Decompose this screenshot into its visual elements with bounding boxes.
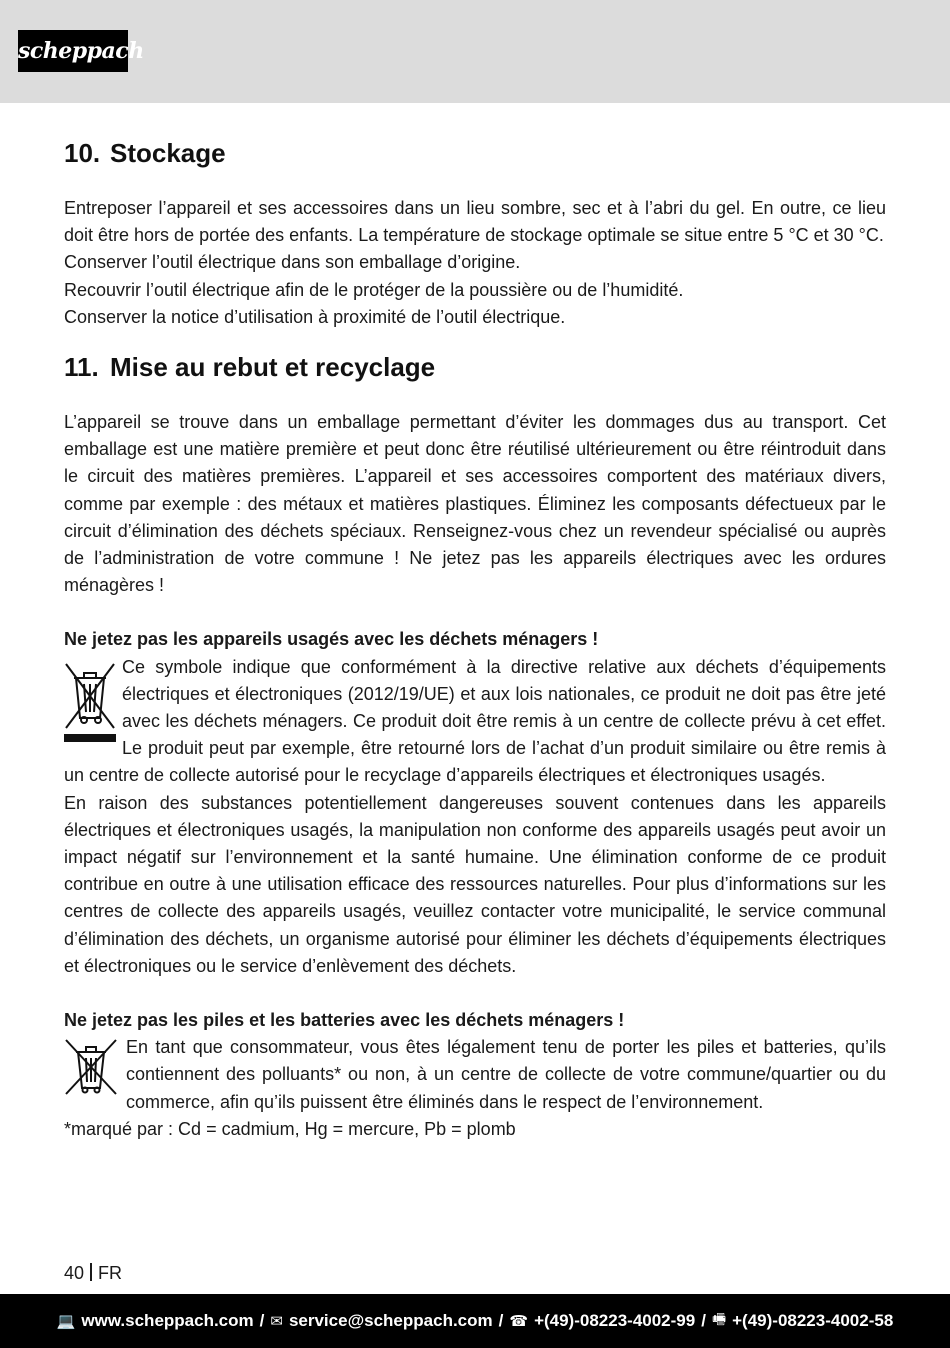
storage-line: Recouvrir l’outil électrique afin de le protéger de la poussière ou de l’humidité. (64, 279, 684, 300)
section-title: Stockage (110, 138, 226, 168)
storage-line: Conserver la notice d’utilisation à proximité de l’outil électrique. (64, 306, 566, 327)
contact-footer (0, 1294, 950, 1348)
section-number: 10. (64, 138, 101, 168)
crossed-out-bin-icon (62, 658, 118, 744)
disposal-intro: L’appareil se trouve dans un emballage permettant d’éviter les dommages dus au transport. Cet emballage est une matière première et peut donc être réutilisé ultérieurement ou être réintroduit dans le circuit des matières premières. L’appareil et ses accessoires comportent des matériaux divers, comme par exemple : des métaux et matières plastiques. Éliminez les composants défectueux par le circuit d’élimination des déchets spéciaux. Renseignez-vous chez un revendeur spécialisé ou auprès de l’administration de votre commune ! Ne jetez pas les appareils électriques avec les ordures ménagères ! (64, 412, 886, 596)
section-title: Mise au rebut et recyclage (110, 352, 436, 383)
weee-text: Ce symbole indique que conformément à la directive relative aux déchets d’équipements électriques et électroniques (2012/19/UE) et aux lois nationales, ce produit ne doit pas être jeté avec les déchets ménagers. Ce produit doit être remis à un centre de collecte prévu à cet effet. Le produit peut par exemple, être retourné lors de l’achat d’un produit similaire ou être remis à un centre de collecte autorisé pour le recyclage d’appareils électriques et électroniques usagés. (64, 656, 886, 786)
weee-heading: Ne jetez pas les appareils usagés avec les déchets ménagers ! (64, 629, 599, 650)
battery-note: *marqué par : Cd = cadmium, Hg = mercure, Pb = plomb (64, 1118, 516, 1139)
brand-logo: scheppach (18, 30, 128, 72)
footer-fax: +(49)-08223-4002-58 (732, 1311, 894, 1330)
crossed-out-battery-bin-icon (62, 1036, 120, 1096)
page-content (64, 135, 886, 1143)
footer-phone: +(49)-08223-4002-99 (534, 1311, 696, 1330)
page-language: FR (98, 1263, 123, 1283)
computer-icon: 💻 (56, 1313, 76, 1330)
storage-paragraph: Entreposer l’appareil et ses accessoires dans un lieu sombre, sec et à l’abri du gel. En outre, ce lieu doit être hors de portée des enfants. La température de stockage optimale se situe entre 5 °C et 30 °C. (64, 198, 886, 246)
fax-icon: 🖷 (711, 1310, 727, 1328)
footer-separator: / (498, 1311, 504, 1330)
footer-website[interactable]: www.scheppach.com (81, 1311, 254, 1330)
battery-text: En tant que consommateur, vous êtes légalement tenu de porter les piles et batteries, qu’ils contiennent des polluants* ou non, à un centre de collecte de votre commune/quartier ou du commerce, afin qu’ils puissent être éliminés dans le respect de l’environnement. (126, 1037, 886, 1112)
header-band (0, 0, 950, 103)
section-heading-disposal (64, 349, 886, 385)
page-number-value: 40 (64, 1263, 85, 1283)
phone-icon: ☎ (509, 1313, 529, 1330)
footer-separator: / (259, 1311, 265, 1330)
storage-line: Conserver l’outil électrique dans son emballage d’origine. (64, 252, 521, 273)
section-heading-storage (64, 135, 886, 171)
envelope-icon: ✉ (270, 1313, 283, 1330)
weee-text-2: En raison des substances potentiellement dangereuses souvent contenues dans les appareils électriques et électroniques usagés, la manipulation non conforme des appareils usagés peut avoir un impact négatif sur l’environnement et la santé humaine. Une élimination conforme de ce produit contribue en outre à une utilisation efficace des ressources naturelles. Pour plus d’informations sur les centres de collecte des appareils usagés, veuillez contacter votre municipalité, le service communal d’élimination des déchets, un organisme autorisé pour éliminer les déchets d’équipements électriques et électroniques ou le service d’enlèvement des déchets. (64, 792, 886, 976)
page-separator (90, 1263, 92, 1281)
battery-heading: Ne jetez pas les piles et les batteries avec les déchets ménagers ! (64, 1010, 625, 1031)
footer-separator: / (701, 1311, 706, 1330)
page-number (64, 1260, 122, 1287)
section-number: 11. (64, 352, 99, 383)
footer-email[interactable]: service@scheppach.com (288, 1311, 493, 1330)
